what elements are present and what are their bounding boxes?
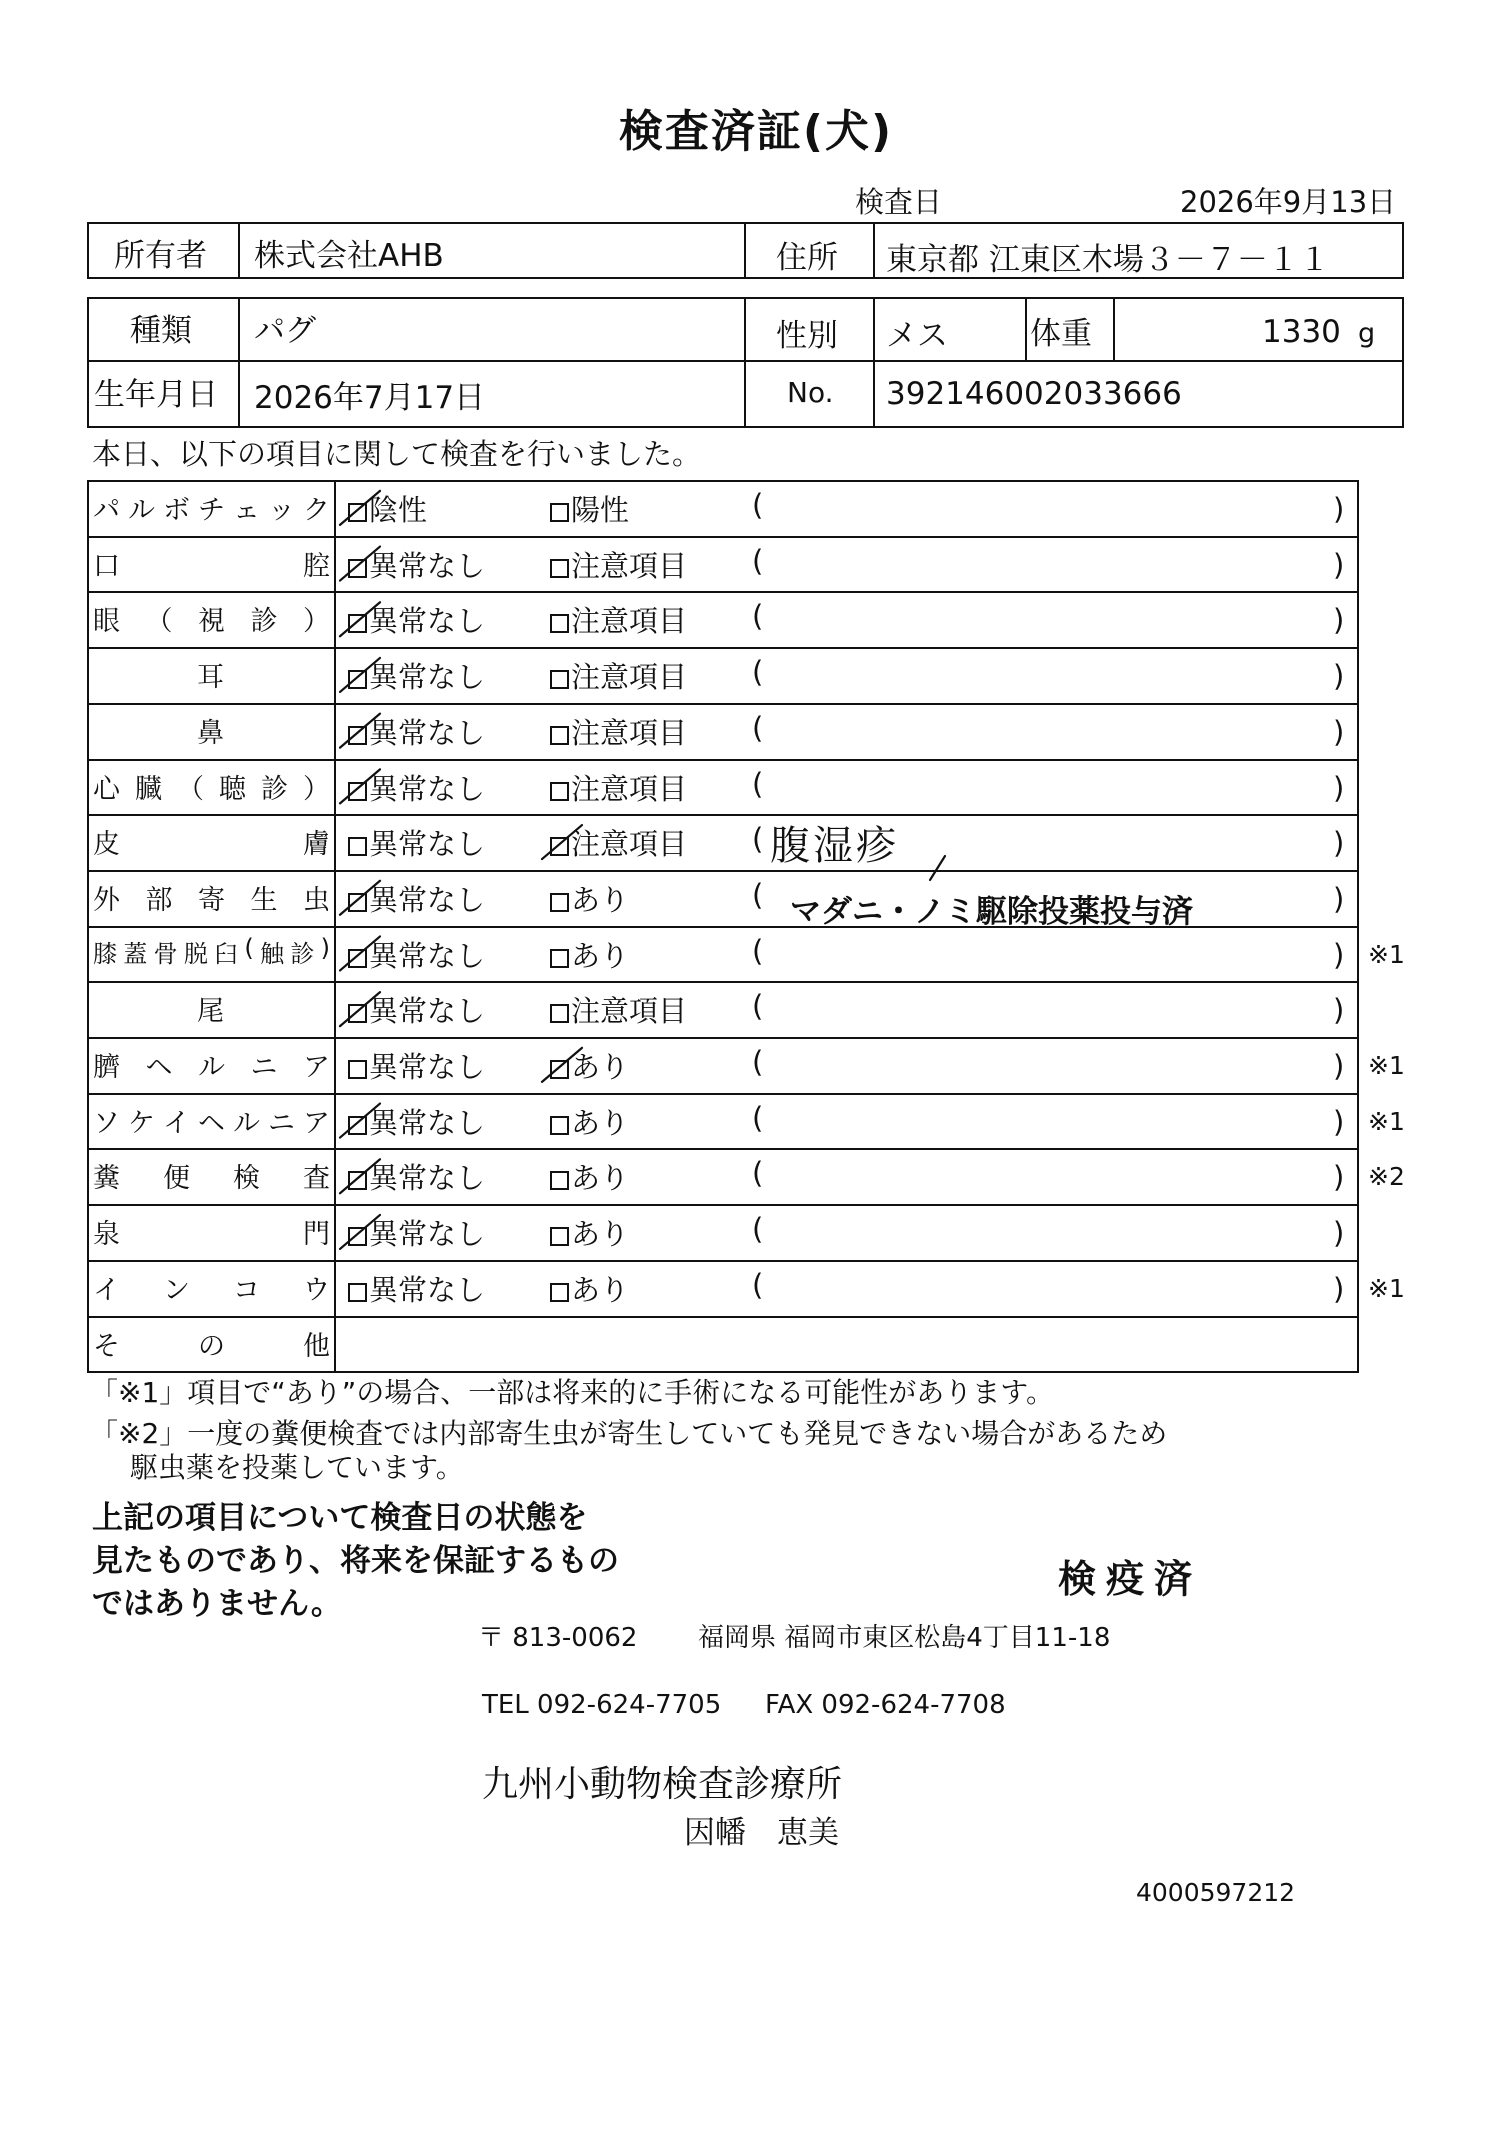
option-abnormal[interactable] <box>550 711 687 752</box>
disclaimer-line-2: 見たものであり、将来を保証するもの <box>92 1543 619 1579</box>
checkbox-icon[interactable] <box>550 893 569 912</box>
option-abnormal[interactable] <box>550 1156 629 1197</box>
checkbox-icon[interactable] <box>348 614 367 633</box>
row-label-char: ヘ <box>145 1052 173 1083</box>
row-label-char: ） <box>303 606 330 637</box>
row-label-char: ン <box>163 1275 190 1306</box>
clinic-name: 九州小動物検査診療所 <box>482 1764 843 1805</box>
row-label-char: ボ <box>163 495 190 526</box>
checkbox-icon[interactable] <box>348 1116 367 1135</box>
row-label-char: 部 <box>145 885 173 916</box>
row-label-char: 臍 <box>93 1052 120 1083</box>
option-normal-label: 異常なし <box>369 939 486 973</box>
row-label-char: 心 <box>93 774 120 805</box>
option-normal-label: 異常なし <box>369 1161 486 1195</box>
number-label: No. <box>787 376 834 409</box>
clinic-address: 福岡県 福岡市東区松島4丁目11-18 <box>698 1623 1111 1653</box>
clinic-fax: FAX 092-624-7708 <box>765 1690 1006 1720</box>
table-row-line <box>87 1204 1357 1206</box>
checkbox-icon[interactable] <box>348 782 367 801</box>
row-footnote-mark: ※1 <box>1368 940 1405 969</box>
row-label-char: 門 <box>303 1219 330 1250</box>
other-label-char: 他 <box>303 1331 330 1362</box>
option-normal[interactable] <box>348 1156 485 1197</box>
footnote-2-line-1: 「※2」一度の糞便検査では内部寄生虫が寄生していても発見できない場合があるため <box>90 1417 1168 1450</box>
row-label-char: 臓 <box>135 774 162 805</box>
row-label <box>93 599 330 638</box>
option-abnormal[interactable] <box>550 599 687 640</box>
row-label <box>93 878 330 917</box>
table-column-line <box>334 480 336 1371</box>
checkbox-icon[interactable] <box>348 503 367 522</box>
checkbox-icon[interactable] <box>348 1004 367 1023</box>
option-normal-label: 異常なし <box>369 549 486 583</box>
option-abnormal-label: 陽性 <box>571 493 630 527</box>
table-row-line <box>87 536 1357 538</box>
row-label-char: ク <box>303 495 330 526</box>
option-abnormal[interactable] <box>550 544 687 585</box>
checkbox-icon[interactable] <box>348 837 367 856</box>
sex-value: メス <box>886 318 948 354</box>
table-row-line <box>87 1148 1357 1150</box>
checkbox-icon[interactable] <box>550 559 569 578</box>
document-number: 4000597212 <box>1136 1878 1296 1907</box>
option-normal-label: 異常なし <box>369 660 486 694</box>
paren-open: ( <box>752 934 764 968</box>
option-normal[interactable] <box>348 989 485 1030</box>
row-label-char: 視 <box>198 606 225 637</box>
other-input[interactable] <box>338 1318 1353 1362</box>
row-label-char: 皮 <box>93 829 120 860</box>
option-abnormal-label: あり <box>571 1161 630 1195</box>
table-row-line <box>87 870 1357 872</box>
option-normal[interactable] <box>348 544 485 585</box>
row-note: マダニ・ノミ駆除投薬投与済 <box>790 894 1193 930</box>
row-label <box>93 1156 330 1195</box>
paren-close: ) <box>1333 993 1345 1027</box>
option-normal-label: 異常なし <box>369 1050 486 1084</box>
row-label-char: ) <box>320 934 330 962</box>
paren-open: ( <box>752 711 764 745</box>
row-label-char: （ <box>177 774 204 805</box>
checkbox-icon[interactable] <box>550 1227 569 1246</box>
number-value: 392146002033666 <box>886 376 1182 412</box>
row-label-char: 診 <box>261 774 288 805</box>
row-label: 尾 <box>197 996 224 1027</box>
checkbox-icon[interactable] <box>348 893 367 912</box>
paren-open: ( <box>752 488 764 522</box>
option-normal[interactable] <box>348 1268 485 1309</box>
paren-open: ( <box>752 878 764 912</box>
option-normal[interactable] <box>348 878 485 919</box>
other-label <box>93 1324 330 1363</box>
paren-close: ) <box>1333 492 1345 526</box>
breed-label: 種類 <box>130 313 192 349</box>
paren-close: ) <box>1333 1105 1345 1139</box>
checkbox-icon[interactable] <box>348 726 367 745</box>
option-normal-label: 異常なし <box>369 883 486 917</box>
option-abnormal[interactable] <box>550 878 629 919</box>
paren-open: ( <box>752 767 764 801</box>
row-label-char: ウ <box>303 1275 330 1306</box>
row-label: 鼻 <box>197 718 224 749</box>
checkbox-icon[interactable] <box>550 1283 569 1302</box>
clinic-tel: TEL 092-624-7705 <box>482 1690 722 1720</box>
row-label-char: 診 <box>250 606 278 637</box>
paren-close: ) <box>1333 938 1345 972</box>
paren-open: ( <box>752 1101 764 1135</box>
paren-open: ( <box>752 1212 764 1246</box>
row-label-char: ア <box>303 1052 330 1083</box>
footnote-2-line-2: 駆虫薬を投薬しています。 <box>130 1451 464 1484</box>
row-footnote-mark: ※1 <box>1368 1051 1405 1080</box>
checkbox-icon[interactable] <box>550 503 569 522</box>
option-normal-label: 異常なし <box>369 1273 486 1307</box>
other-label-char: の <box>198 1331 225 1362</box>
paren-open: ( <box>752 1268 764 1302</box>
breed-value: パグ <box>254 313 316 349</box>
birth-value: 2026年7月17日 <box>254 380 486 416</box>
paren-close: ) <box>1333 715 1345 749</box>
row-label <box>93 822 330 861</box>
option-normal-label: 異常なし <box>369 1217 486 1251</box>
option-abnormal-label: あり <box>571 1050 630 1084</box>
checkbox-icon[interactable] <box>348 1060 367 1079</box>
birth-label: 生年月日 <box>94 377 218 413</box>
checkbox-icon[interactable] <box>550 837 569 856</box>
row-label-char: 蓋 <box>123 940 148 968</box>
row-label-char: 泉 <box>93 1219 120 1250</box>
row-label-char: 腔 <box>303 551 330 582</box>
table-border-right <box>1357 480 1359 1373</box>
row-label-char: ル <box>198 1052 225 1083</box>
option-normal[interactable] <box>348 488 427 529</box>
row-label-char: 糞 <box>93 1163 120 1194</box>
option-normal-label: 異常なし <box>369 994 486 1028</box>
table-row-line <box>87 591 1357 593</box>
disclaimer-line-1: 上記の項目について検査日の状態を <box>92 1500 588 1536</box>
clinic-postal: 〒 813-0062 <box>478 1623 638 1653</box>
checkbox-icon[interactable] <box>550 1171 569 1190</box>
owner-label: 所有者 <box>114 238 207 274</box>
option-abnormal-label: 注意項目 <box>571 827 688 861</box>
option-abnormal-label: 注意項目 <box>571 716 688 750</box>
sex-label: 性別 <box>776 318 838 354</box>
row-label <box>93 1212 330 1251</box>
checkbox-icon[interactable] <box>550 949 569 968</box>
disclaimer-line-3: ではありません。 <box>92 1586 342 1622</box>
table-row-line <box>87 480 1357 482</box>
option-abnormal[interactable] <box>550 1268 629 1309</box>
checkbox-icon[interactable] <box>550 1060 569 1079</box>
row-label <box>93 767 330 806</box>
table-row-line <box>87 1093 1357 1095</box>
row-label-char: 膝 <box>93 940 117 968</box>
paren-close: ) <box>1333 1160 1345 1194</box>
paren-close: ) <box>1333 1049 1345 1083</box>
table-row-line <box>87 981 1357 983</box>
row-label-char: 触 <box>260 940 285 968</box>
option-normal[interactable] <box>348 655 485 696</box>
row-label-char: パ <box>93 495 120 526</box>
address-label: 住所 <box>776 240 838 276</box>
paren-close: ) <box>1333 1216 1345 1250</box>
row-label-char: ル <box>233 1108 260 1139</box>
clinic-person: 因幡 恵美 <box>684 1815 839 1851</box>
option-normal-label: 異常なし <box>369 827 486 861</box>
paren-close: ) <box>1333 548 1345 582</box>
row-label-char: 口 <box>93 551 120 582</box>
row-footnote-mark: ※1 <box>1368 1274 1405 1303</box>
row-footnote-mark: ※2 <box>1368 1162 1405 1191</box>
option-normal[interactable] <box>348 934 485 975</box>
row-label <box>93 1045 330 1084</box>
option-abnormal-label: あり <box>571 1217 630 1251</box>
weight-label: 体重 <box>1030 316 1092 352</box>
inspection-stamp: 検疫済 <box>1058 1557 1203 1601</box>
option-normal[interactable] <box>348 822 485 863</box>
option-abnormal[interactable] <box>550 488 629 529</box>
paren-open: ( <box>752 822 764 856</box>
exam-date-value: 2026年9月13日 <box>1180 185 1397 219</box>
option-abnormal-label: あり <box>571 1273 630 1307</box>
paren-open: ( <box>752 1045 764 1079</box>
row-label-char: ッ <box>268 495 295 526</box>
paren-close: ) <box>1333 826 1345 860</box>
option-normal-label: 陰性 <box>369 493 428 527</box>
row-label-char: ケ <box>128 1108 155 1139</box>
option-normal-label: 異常なし <box>369 604 486 638</box>
paren-open: ( <box>752 599 764 633</box>
option-abnormal-label: あり <box>571 883 630 917</box>
row-label-char: コ <box>233 1275 260 1306</box>
row-label-char: 聴 <box>219 774 246 805</box>
row-label-char: 診 <box>290 940 315 968</box>
checkbox-icon[interactable] <box>550 614 569 633</box>
table-row-line <box>87 759 1357 761</box>
option-abnormal-label: 注意項目 <box>571 772 688 806</box>
handwriting-stroke <box>930 856 945 880</box>
weight-unit: g <box>1358 318 1376 349</box>
option-abnormal-label: 注意項目 <box>571 604 688 638</box>
option-normal-label: 異常なし <box>369 772 486 806</box>
row-label-char: ェ <box>233 495 260 526</box>
weight-value: 1330 <box>1262 314 1341 350</box>
row-label-char: 膚 <box>303 829 330 860</box>
table-row-line <box>87 703 1357 705</box>
row-label <box>93 1101 330 1140</box>
option-abnormal[interactable] <box>550 767 687 808</box>
footnote-1: 「※1」項目で“あり”の場合、一部は将来的に手術になる可能性があります。 <box>90 1376 1055 1409</box>
table-row-line <box>87 1037 1357 1039</box>
row-label-char: 眼 <box>93 606 120 637</box>
row-label <box>93 1268 330 1307</box>
option-normal[interactable] <box>348 1045 485 1086</box>
row-label-char: 脱 <box>183 940 208 968</box>
row-label-char: ソ <box>93 1108 120 1139</box>
paren-open: ( <box>752 655 764 689</box>
row-label: 耳 <box>197 662 224 693</box>
option-abnormal-label: 注意項目 <box>571 549 688 583</box>
row-label-char: イ <box>163 1108 190 1139</box>
option-abnormal-label: あり <box>571 939 630 973</box>
option-abnormal[interactable] <box>550 1101 629 1142</box>
checkbox-icon[interactable] <box>550 1116 569 1135</box>
option-normal[interactable] <box>348 1212 485 1253</box>
option-abnormal-label: 注意項目 <box>571 994 688 1028</box>
option-normal[interactable] <box>348 711 485 752</box>
option-abnormal[interactable] <box>550 934 629 975</box>
paren-close: ) <box>1333 882 1345 916</box>
checkbox-icon[interactable] <box>550 670 569 689</box>
document-title: 検査済証(犬) <box>618 106 894 157</box>
table-row-line <box>87 1260 1357 1262</box>
row-label-char: （ <box>145 606 173 637</box>
row-label-char: 生 <box>250 885 278 916</box>
row-label <box>93 544 330 583</box>
checkbox-icon[interactable] <box>348 559 367 578</box>
owner-value: 株式会社AHB <box>254 238 444 274</box>
table-border-left <box>87 480 89 1373</box>
row-label-char: 外 <box>93 885 120 916</box>
other-label-char: そ <box>93 1331 120 1362</box>
option-abnormal[interactable] <box>550 1045 629 1086</box>
row-footnote-mark: ※1 <box>1368 1107 1405 1136</box>
row-label-char: 骨 <box>153 940 178 968</box>
checkbox-icon[interactable] <box>348 1283 367 1302</box>
checkbox-icon[interactable] <box>348 670 367 689</box>
paren-close: ) <box>1333 771 1345 805</box>
table-row-line <box>87 647 1357 649</box>
row-label <box>93 934 330 969</box>
row-label-char: ア <box>303 1108 330 1139</box>
paren-open: ( <box>752 989 764 1023</box>
row-label-char: 査 <box>303 1163 330 1194</box>
row-label-char: ル <box>128 495 155 526</box>
option-normal[interactable] <box>348 767 485 808</box>
row-label-char: 臼 <box>214 940 239 968</box>
address-value: 東京都 江東区木場３－７－１１ <box>886 242 1330 278</box>
option-abnormal-label: あり <box>571 1106 630 1140</box>
paren-close: ) <box>1333 659 1345 693</box>
option-normal[interactable] <box>348 599 485 640</box>
checkbox-icon[interactable] <box>348 949 367 968</box>
option-abnormal[interactable] <box>550 655 687 696</box>
option-normal-label: 異常なし <box>369 1106 486 1140</box>
row-label-char: ヘ <box>198 1108 225 1139</box>
paren-close: ) <box>1333 1272 1345 1306</box>
exam-date-label: 検査日 <box>855 185 943 219</box>
paren-open: ( <box>752 1156 764 1190</box>
paren-open: ( <box>752 544 764 578</box>
row-label-char: ( <box>244 934 254 962</box>
option-normal[interactable] <box>348 1101 485 1142</box>
row-label-char: 便 <box>163 1163 190 1194</box>
option-abnormal[interactable] <box>550 989 687 1030</box>
table-row-line <box>87 814 1357 816</box>
row-label-char: ニ <box>250 1052 278 1083</box>
option-normal-label: 異常なし <box>369 716 486 750</box>
row-label-char: 虫 <box>303 885 330 916</box>
option-abnormal[interactable] <box>550 1212 629 1253</box>
checkbox-icon[interactable] <box>348 1171 367 1190</box>
intro-text: 本日、以下の項目に関して検査を行いました。 <box>92 437 702 471</box>
checkbox-icon[interactable] <box>550 1004 569 1023</box>
paren-close: ) <box>1333 603 1345 637</box>
option-abnormal-label: 注意項目 <box>571 660 688 694</box>
row-label-char: ニ <box>268 1108 295 1139</box>
row-label-char: 検 <box>233 1163 260 1194</box>
row-label-char: チ <box>198 495 225 526</box>
checkbox-icon[interactable] <box>550 782 569 801</box>
checkbox-icon[interactable] <box>348 1227 367 1246</box>
checkbox-icon[interactable] <box>550 726 569 745</box>
row-label-char: ） <box>303 774 330 805</box>
handwritten-note: 腹湿疹 <box>770 823 899 869</box>
option-abnormal[interactable] <box>550 822 687 863</box>
row-label-char: イ <box>93 1275 120 1306</box>
row-label-char: 寄 <box>198 885 225 916</box>
row-label <box>93 488 330 527</box>
